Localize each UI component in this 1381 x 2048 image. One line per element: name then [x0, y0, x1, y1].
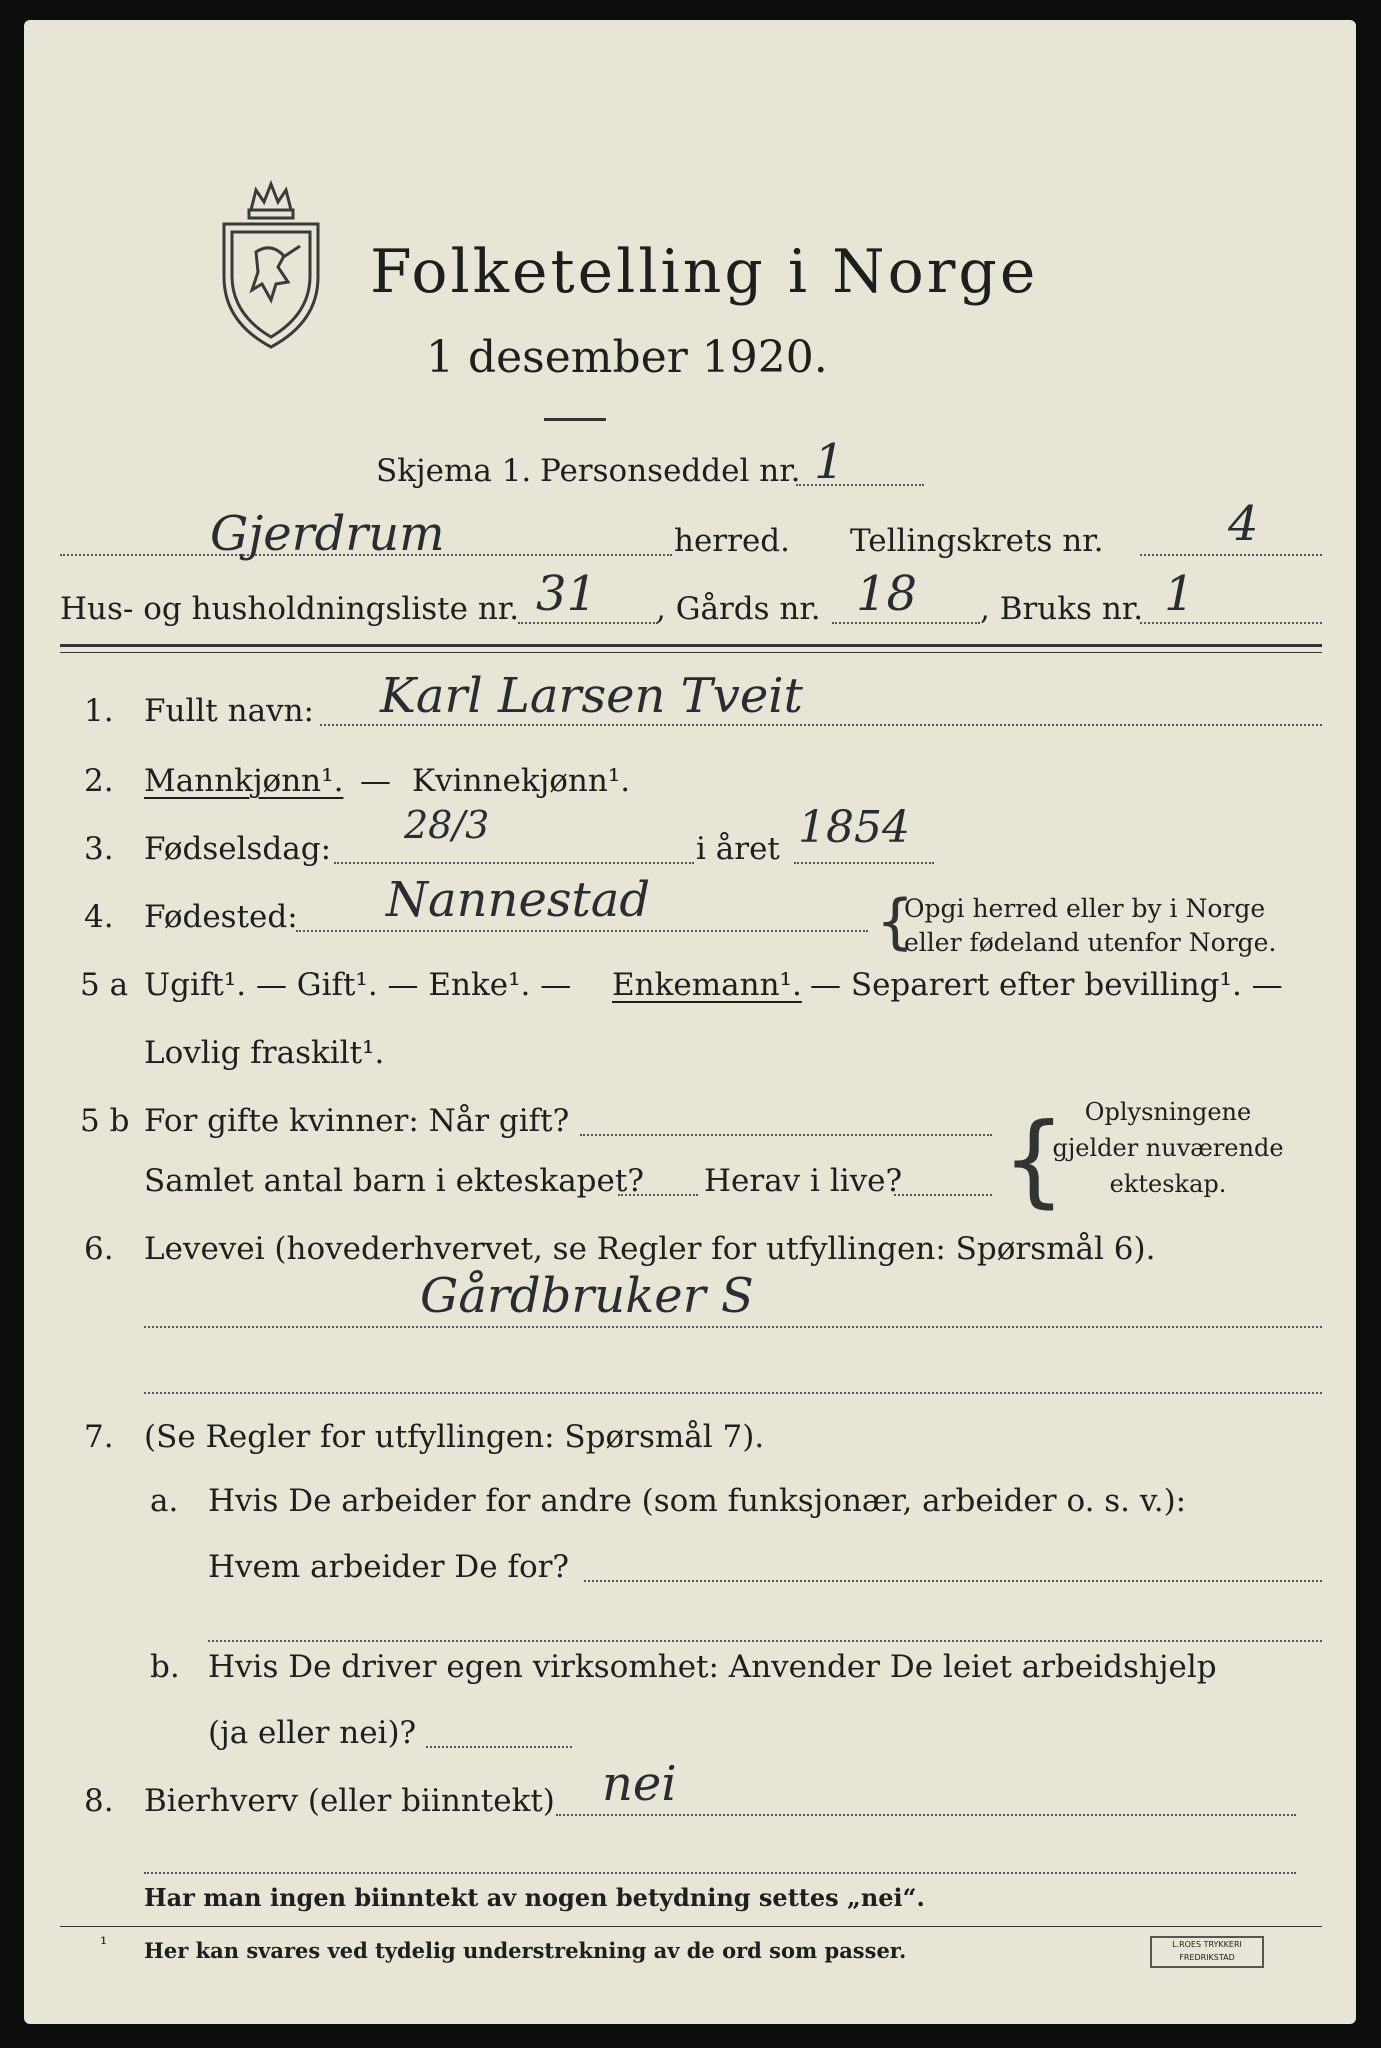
q2-kvinnekjonn: Kvinnekjønn¹.	[412, 763, 631, 799]
q7a-line2: Hvem arbeider De for?	[208, 1549, 570, 1585]
personseddel-label: Personseddel nr.	[540, 453, 801, 489]
q1-number: 1.	[84, 693, 114, 729]
q7-number: 7.	[84, 1419, 114, 1455]
printer-stamp	[1150, 1936, 1264, 1968]
form-title: Folketelling i Norge	[370, 237, 1039, 307]
printer-stamp-line1: L.ROES TRYKKERI	[1172, 1940, 1242, 1949]
q3-label: Fødselsdag:	[144, 831, 332, 867]
gards-line	[832, 622, 980, 624]
q8-line	[556, 1814, 1296, 1816]
census-form	[24, 20, 1356, 2024]
q2-mannkjonn: Mannkjønn¹.	[144, 763, 344, 799]
q7a-line-extra	[208, 1640, 1322, 1642]
q8-value: nei	[602, 1756, 677, 1812]
q8-label: Bierhverv (eller biinntekt)	[144, 1783, 555, 1819]
q4-note-line1: Opgi herred eller by i Norge	[904, 894, 1266, 923]
q5b-gift-line	[580, 1134, 992, 1136]
schema-label: Skjema 1.	[376, 453, 532, 489]
q8-number: 8.	[84, 1783, 114, 1819]
q3-number: 3.	[84, 831, 114, 867]
q3-year-line	[794, 862, 934, 864]
q5a-options-after: — Separert efter bevilling¹. —	[810, 967, 1283, 1003]
tellingskrets-line	[1140, 554, 1322, 556]
printer-stamp-line2: FREDRIKSTAD	[1179, 1953, 1235, 1962]
q7b-line2: (ja eller nei)?	[208, 1715, 417, 1751]
q7b-line1: Hvis De driver egen virksomhet: Anvender De leiet arbeidshjelp	[208, 1649, 1217, 1685]
q6-value: Gårdbruker S	[420, 1268, 754, 1324]
q5b-live-line	[894, 1194, 992, 1196]
q5b-line2a: Samlet antal barn i ekteskapet?	[144, 1163, 644, 1199]
q4-number: 4.	[84, 899, 114, 935]
q3-day-line	[334, 862, 694, 864]
personseddel-value: 1	[814, 434, 845, 490]
coat-of-arms-icon	[216, 172, 326, 352]
husliste-line	[518, 622, 658, 624]
header-rule-top	[60, 644, 1322, 647]
q7a-letter: a.	[150, 1483, 179, 1519]
footer-note: Har man ingen biinntekt av nogen betydning settes „nei“.	[144, 1883, 925, 1912]
bruks-value: 1	[1164, 566, 1195, 622]
q5b-line1: For gifte kvinner: Når gift?	[144, 1103, 570, 1139]
q6-number: 6.	[84, 1231, 114, 1267]
footer-rule	[60, 1926, 1322, 1927]
q7b-letter: b.	[150, 1649, 180, 1685]
q5b-note-line2: gjelder nuværende	[1052, 1134, 1284, 1162]
gards-label: , Gårds nr.	[656, 591, 821, 627]
tellingskrets-label: Tellingskrets nr.	[850, 523, 1104, 559]
q1-label: Fullt navn:	[144, 693, 314, 729]
q1-line	[320, 724, 1322, 726]
q5b-barn-line	[618, 1194, 698, 1196]
footnote-text: Her kan svares ved tydelig understrekning av de ord som passer.	[144, 1938, 907, 1963]
q5a-options-before: Ugift¹. — Gift¹. — Enke¹. —	[144, 967, 572, 1003]
husliste-label: Hus- og husholdningsliste nr.	[60, 591, 520, 627]
q8-line-extra	[144, 1872, 1296, 1874]
q2-number: 2.	[84, 763, 114, 799]
bruks-label: , Bruks nr.	[980, 591, 1144, 627]
title-divider	[544, 418, 606, 421]
q3-year-label: i året	[696, 831, 780, 867]
herred-value: Gjerdrum	[210, 506, 445, 562]
q3-year-value: 1854	[798, 802, 910, 853]
q6-label: Levevei (hovederhvervet, se Regler for utfyllingen: Spørsmål 6).	[144, 1231, 1156, 1267]
q3-day-value: 28/3	[404, 803, 490, 847]
husliste-value: 31	[536, 566, 598, 622]
q7a-line1: Hvis De arbeider for andre (som funksjonær, arbeider o. s. v.):	[208, 1483, 1187, 1519]
q2-dash: —	[360, 763, 391, 799]
q6-line1	[144, 1326, 1322, 1328]
q4-note-line2: eller fødeland utenfor Norge.	[904, 928, 1277, 957]
bruks-line	[1140, 622, 1322, 624]
q4-label: Fødested:	[144, 899, 298, 935]
q5b-line2b: Herav i live?	[704, 1163, 903, 1199]
q6-line2	[144, 1392, 1322, 1394]
q5b-number: 5 b	[80, 1103, 130, 1139]
q5a-enkemann: Enkemann¹.	[612, 967, 802, 1003]
q4-value: Nannestad	[386, 872, 651, 928]
q5b-brace: {	[1002, 1101, 1066, 1218]
q7-label: (Se Regler for utfyllingen: Spørsmål 7).	[144, 1419, 765, 1455]
herred-label: herred.	[674, 523, 790, 559]
footnote-mark: ¹	[100, 1934, 108, 1955]
q4-brace: {	[876, 887, 915, 957]
gards-value: 18	[856, 566, 918, 622]
q4-line	[296, 930, 868, 932]
q7b-line	[426, 1746, 572, 1748]
tellingskrets-value: 4	[1228, 496, 1259, 552]
q1-value: Karl Larsen Tveit	[380, 668, 803, 724]
census-date: 1 desember 1920.	[426, 332, 828, 383]
q5b-note-line1: Oplysningene	[1084, 1098, 1252, 1126]
q7a-line	[584, 1580, 1322, 1582]
q5a-fraskilt: Lovlig fraskilt¹.	[144, 1035, 385, 1071]
q5a-number: 5 a	[80, 967, 129, 1003]
q5b-note-line3: ekteskap.	[1109, 1170, 1227, 1198]
header-rule-bottom	[60, 652, 1322, 653]
